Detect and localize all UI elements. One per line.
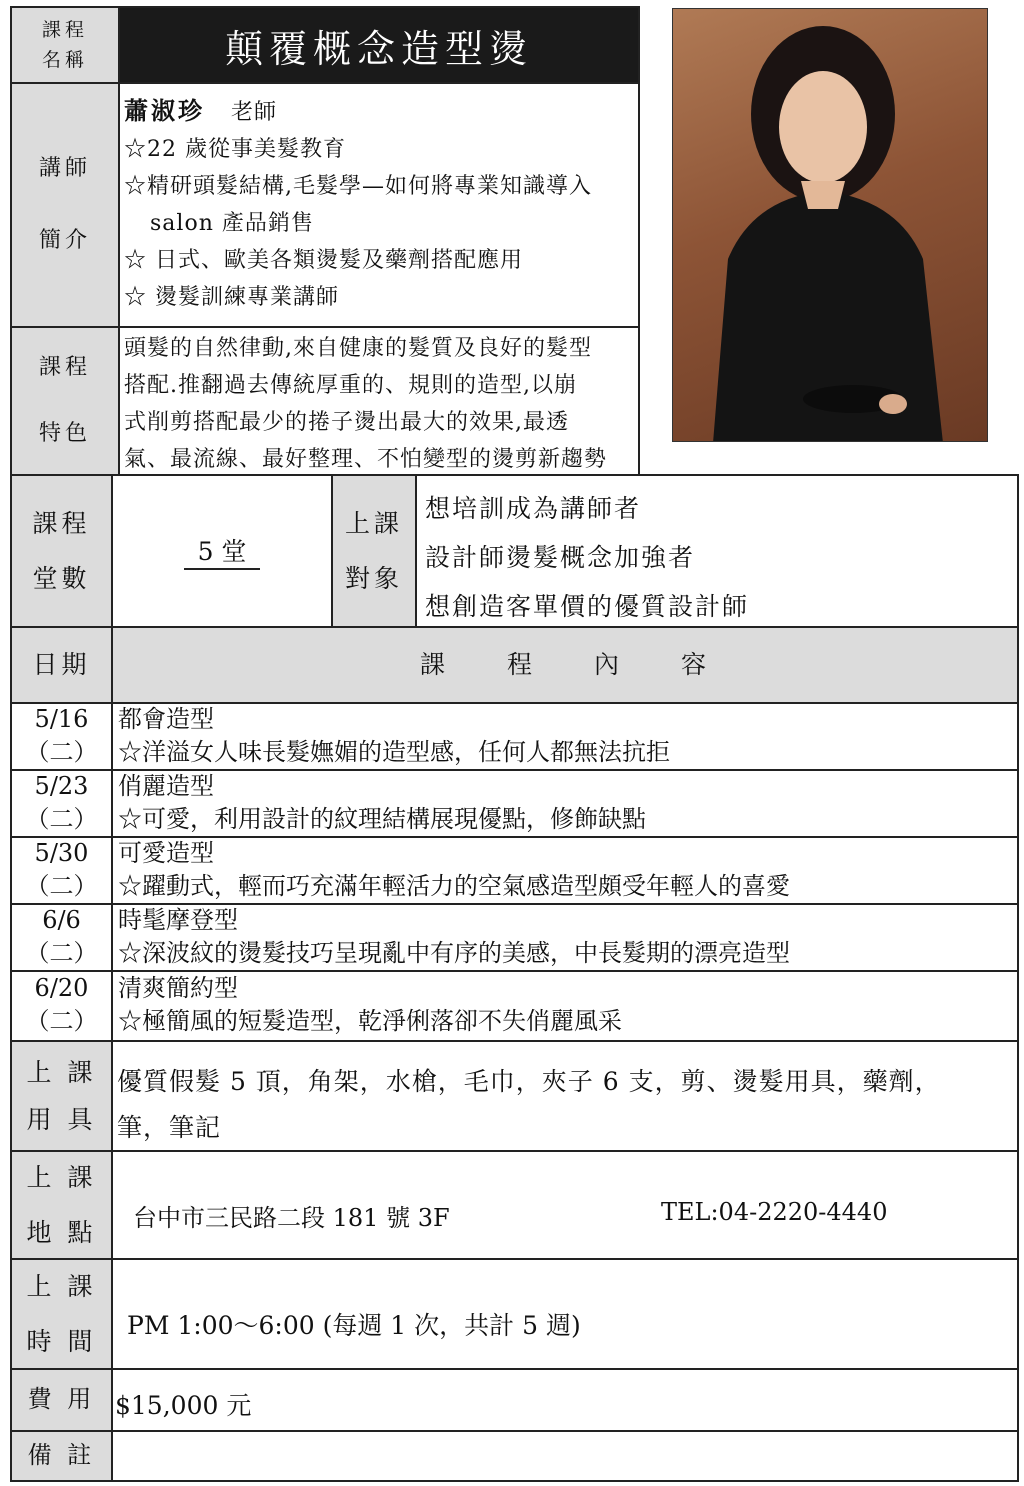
sessions-label: 課程 堂數 [10,474,113,628]
location-label: 上 課 地 點 [10,1150,113,1260]
bio-line: ☆精研頭髮結構,毛髮學—如何將專業知識導入 [124,174,592,199]
bio-line: ☆ 燙髮訓練專業講師 [124,285,339,310]
row-date: 5/30 （二） [25,839,98,900]
portrait-image [673,9,988,442]
audience-text: 想培訓成為講師者 設計師燙髮概念加強者 想創造客單價的優質設計師 [415,474,1019,628]
row-content: 可愛造型 ☆躍動式，輕而巧充滿年輕活力的空氣感造型頗受年輕人的喜愛 [118,839,790,900]
content-header: 課 程 內 容 [111,626,1019,704]
bio-line: ☆22 歲從事美髮教育 [124,137,346,162]
location-tel: TEL:04-2220-4440 [661,1198,888,1226]
audience-label: 上課 對象 [331,474,417,628]
location-address: 台中市三民路二段 181 號 3F [133,1204,450,1232]
time-text [111,1258,1019,1370]
row-content: 俏麗造型 ☆可愛，利用設計的紋理結構展現優點，修飾缺點 [118,772,646,833]
instructor-name: 蕭淑珍 [124,96,205,125]
row-date: 6/6 （二） [25,906,98,967]
row-date: 5/23 （二） [25,772,98,833]
fee-label: 費 用 [10,1368,113,1432]
fee-cell [111,1368,1019,1432]
features-text: 頭髮的自然律動,來自健康的髮質及良好的髮型 搭配.推翻過去傳統厚重的、規則的造型,以崩 式削剪搭配最少的捲子燙出最大的效果,最透 氣、最流線、最好整理、不怕變型的燙剪新趨勢 [118,326,640,476]
notes-label: 備 註 [10,1430,113,1482]
row-date: 5/16 （二） [25,705,98,766]
row-content: 都會造型 ☆洋溢女人味長髮嫵媚的造型感，任何人都無法抗拒 [118,705,670,766]
bio-line: ☆ 日式、歐美各類燙髮及藥劑搭配應用 [124,248,523,273]
notes-cell [111,1430,1019,1482]
row-content: 時髦摩登型 ☆深波紋的燙髮技巧呈現亂中有序的美感，中長髮期的漂亮造型 [118,906,790,967]
fee-value: $15,000 元 [115,1391,252,1420]
instructor-bio [118,82,640,328]
time-value: PM 1:00～6:00 (每週 1 次，共計 5 週) [127,1311,581,1340]
row-date: 6/20 （二） [25,974,98,1035]
time-label: 上 課 時 間 [10,1258,113,1370]
tools-text: 優質假髮 5 頂，角架，水槍，毛巾，夾子 6 支，剪、燙髮用具，藥劑， 筆，筆記 [111,1040,1019,1152]
sessions-value-cell [111,474,333,628]
features-label: 課程 特色 [10,326,120,476]
sessions-value: 5 堂 [184,532,261,570]
date-header: 日期 [10,626,113,704]
course-name-label: 課程 名稱 [10,6,120,84]
course-title: 顛覆概念造型燙 [118,6,640,84]
tools-label: 上 課 用 具 [10,1040,113,1152]
bio-line: salon 產品銷售 [150,211,314,236]
instructor-photo [672,8,988,442]
instructor-label: 講師 簡介 [10,82,120,328]
location-text [111,1150,1019,1260]
row-content: 清爽簡約型 ☆極簡風的短髮造型，乾淨俐落卻不失俏麗風采 [118,974,622,1035]
instructor-role: 老師 [231,100,278,125]
